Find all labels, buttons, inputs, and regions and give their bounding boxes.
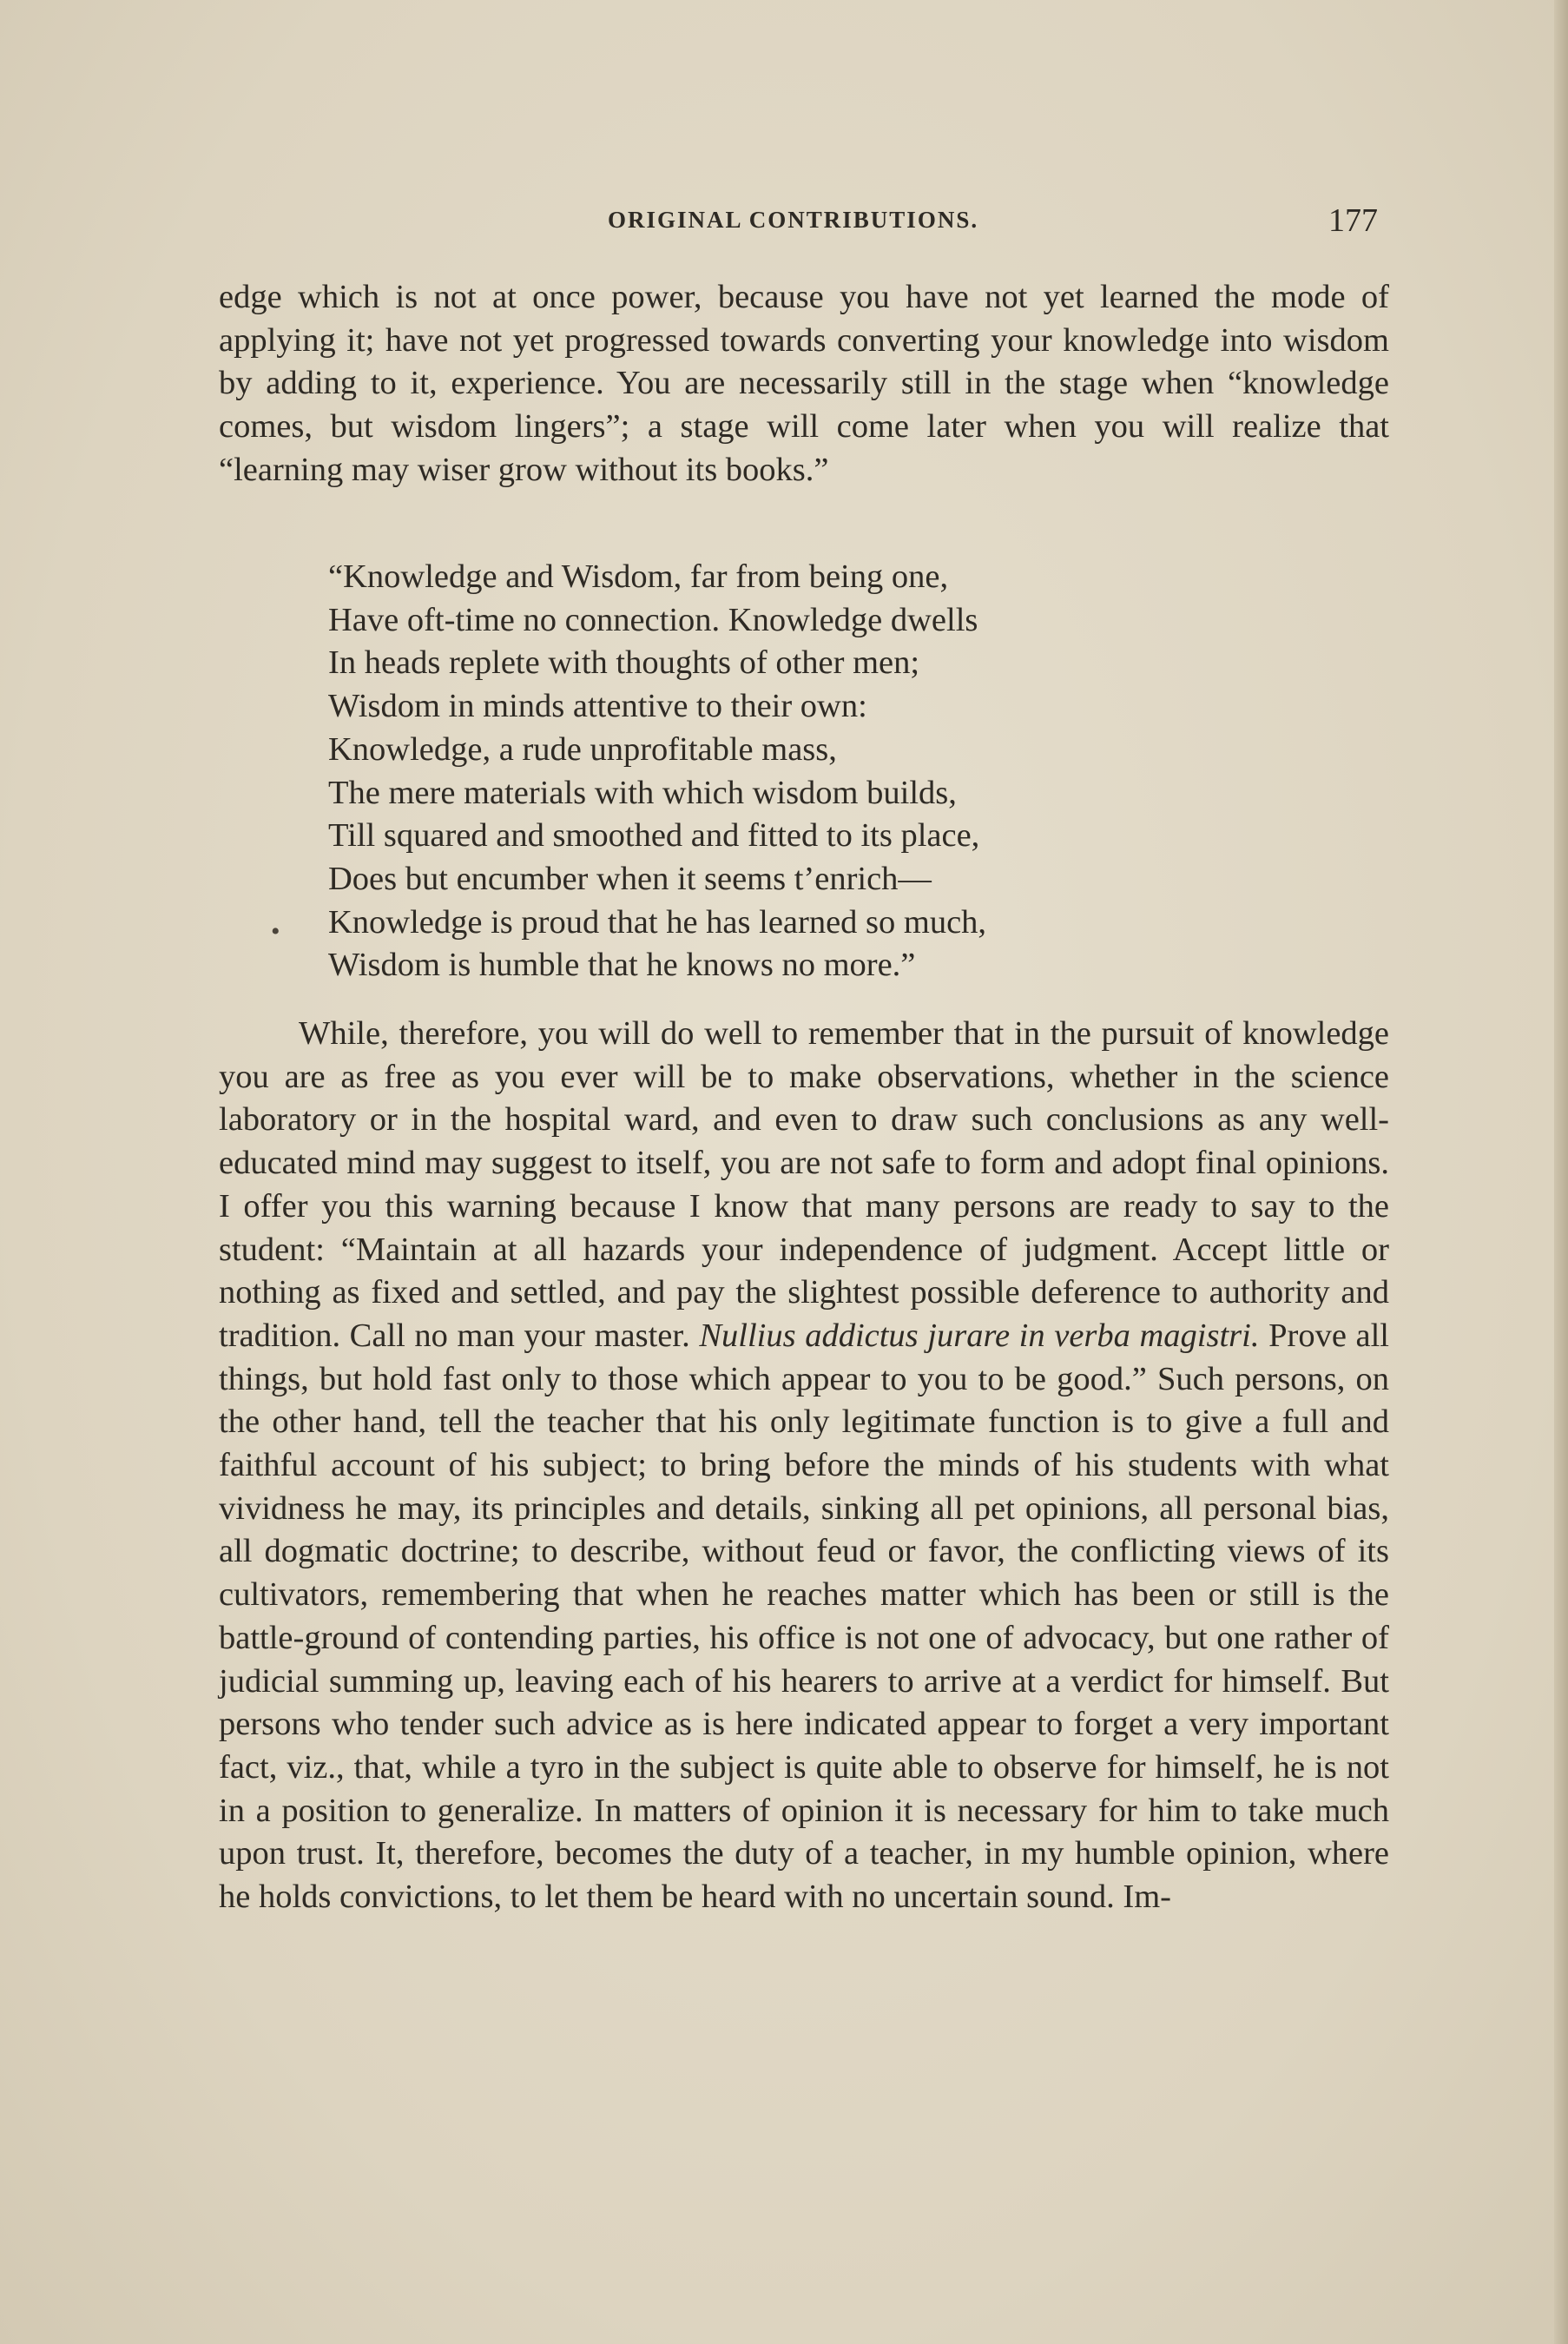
running-head: ORIGINAL CONTRIBUTIONS. [608, 207, 979, 233]
page-edge [1554, 0, 1568, 2344]
poem-line: In heads replete with thoughts of other men; [328, 644, 920, 682]
paragraph-2-part-1: While, therefore, you will do well to remember that in the pursuit of knowledge you are as free as you ever will be to make observations, whether in the science laboratory or in the hospital ward, and even to draw such conclusions as any well-educated mind may suggest to itself, you are not safe to form and adopt final opinions. I offer you this warning because I know that many persons are ready to say to the student: “Maintain at all hazards your independence of judgment. Accept little or nothing as fixed and settled, and pay the slightest possible deference to authority and tradition. Call no man your master. [219, 1015, 1389, 1354]
poem-line: Till squared and smoothed and fitted to its place, [328, 817, 980, 855]
paragraph-2 [219, 1013, 1389, 1919]
poem-quote [328, 556, 1196, 987]
poem-line: Knowledge is proud that he has learned so much, [328, 903, 987, 941]
poem-line: “Knowledge and Wisdom, far from being one, [328, 558, 949, 595]
paragraph-2-text [219, 1013, 1389, 1919]
page-number: 177 [1328, 202, 1378, 239]
poem-line: Does but encumber when it seems t’enrich— [328, 860, 932, 897]
poem-line: Knowledge, a rude unprofitable mass, [328, 730, 837, 768]
paragraph-2-part-2: Prove all things, but hold fast only to those which appear to you to be good.” Such persons, on the other hand, tell the teacher that his only legitimate function is to give a full and faithful account of his subject; to bring before the minds of his students with what vividness he may, its principles and details, sinking all pet opinions, all personal bias, all dogmatic doctrine; to describe, without feud or favor, the conflicting views of its cultivators, remembering that when he reaches matter which has been or still is the battle-ground of contending parties, his office is not one of advocacy, but one rather of judicial summing up, leaving each of his hearers to arrive at a verdict for himself. But persons who tender such advice as is here indicated appear to forget a very important fact, viz., that, while a tyro in the subject is quite able to observe for himself, he is not in a position to generalize. In matters of opinion it is necessary for him to take much upon trust. It, therefore, becomes the duty of a teacher, in my humble opinion, where he holds convictions, to let them be heard with no uncertain sound. Im- [219, 1317, 1389, 1916]
latin-quote: Nullius addictus jurare in verba magistri. [699, 1317, 1260, 1354]
poem-line: Have oft-time no connection. Knowledge dwells [328, 601, 978, 638]
poem-line: The mere materials with which wisdom builds, [328, 774, 957, 811]
paragraph-1 [219, 276, 1389, 492]
paragraph-1-text: edge which is not at once power, because you have not yet learned the mode of applying it; have not yet progressed towards converting your knowledge into wisdom by adding to it, experience. You are necessarily still in the stage when “knowledge comes, but wisdom lingers”; a stage will come later when you will realize that “learning may wiser grow without its books.” [219, 279, 1389, 488]
poem-line: Wisdom in minds attentive to their own: [328, 688, 867, 725]
margin-dot-mark: • [271, 917, 280, 946]
poem-line: Wisdom is humble that he knows no more.” [328, 947, 916, 984]
